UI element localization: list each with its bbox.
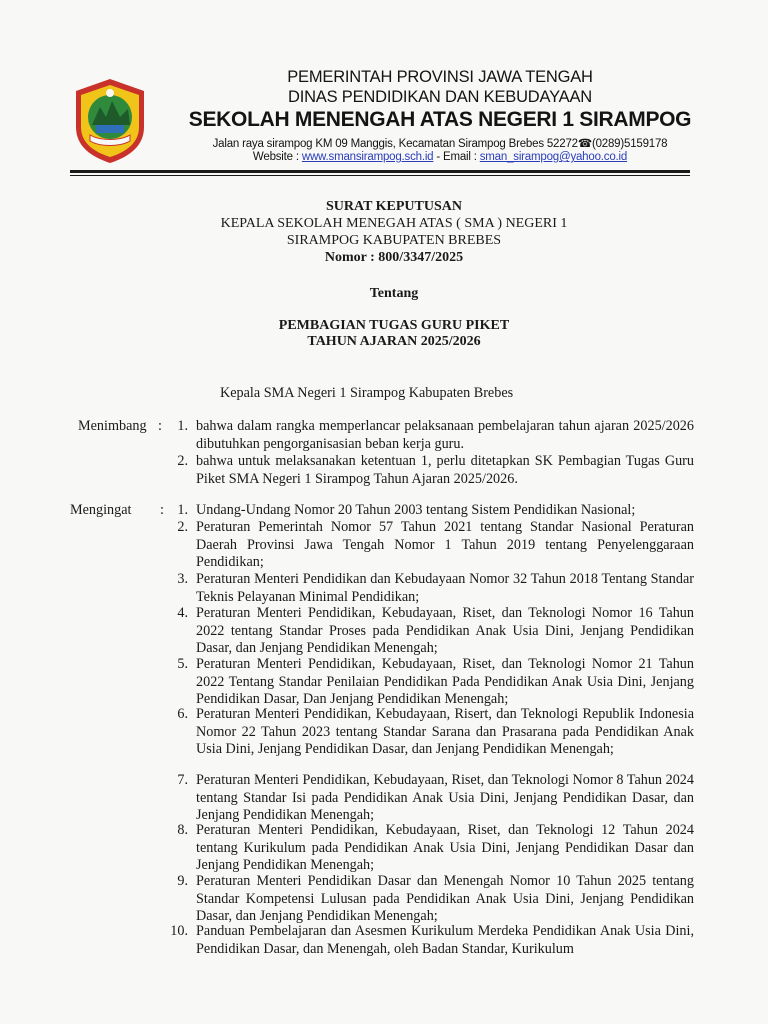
recalling-item: Peraturan Pemerintah Nomor 57 Tahun 2021 tentang Standar Nasional Peraturan Daerah Provinsi Jawa Tengah Nomor 1 Tahun 2019 tentang Penyelenggaraan Pendidikan; [196,519,694,571]
decree-number: Nomor : 800/3347/2025 [324,250,464,265]
letterhead-divider-thick [70,170,690,173]
decree-about: Tentang [369,286,419,301]
recalling-item-number: 5. [177,656,188,672]
considering-item-number: 1. [177,418,188,434]
considering-item: bahwa dalam rangka memperlancar pelaksanaan pembelajaran tahun ajaran 2025/2026 dibutuhkan pengorganisasian beban kerja guru. [196,418,694,452]
letterhead-divider-thin [70,175,690,176]
decree-issuer-line2: SIRAMPOG KABUPATEN BREBES [286,233,502,248]
recalling-label: Mengingat [70,502,132,518]
recalling-item-number: 7. [177,772,188,788]
recalling-item: Peraturan Menteri Pendidikan, Kebudayaan, Riset, dan Teknologi 12 Tahun 2024 tentang Kurikulum pada Pendidikan Anak Usia Dini, Jenjang Pendidikan Dasar dan Jenjang Pendidikan Menengah; [196,822,694,874]
considering-item-number: 2. [177,453,188,469]
recalling-item: Peraturan Menteri Pendidikan Dasar dan Menengah Nomor 10 Tahun 2025 tentang Standar Kompetensi Lulusan pada Pendidikan Anak Usia Dini, Jenjang Pendidikan Dasar, dan Jenjang Pendidikan Menengah; [196,873,694,925]
decree-issuer-line1: KEPALA SEKOLAH MENEGAH ATAS ( SMA ) NEGERI 1 [220,216,568,231]
recalling-item: Peraturan Menteri Pendidikan, Kebudayaan, Riset, dan Teknologi Nomor 21 Tahun 2022 Tentang Standar Penilaian Pendidikan Pada Pendidikan Anak Usia Dini, Jenjang Pendidikan Dasar, Dan Jenjang Pendidikan Menengah; [196,656,694,708]
jawa-tengah-emblem-logo [70,77,150,165]
considering-item: bahwa untuk melaksanakan ketentuan 1, perlu ditetapkan SK Pembagian Tugas Guru Piket SMA Negeri 1 Sirampog Tahun Ajaran 2025/2026. [196,453,694,487]
recalling-item: Peraturan Menteri Pendidikan, Kebudayaan, Risert, dan Teknologi Republik Indonesia Nomor 22 Tahun 2023 tentang Standar Sarana dan Prasarana pada Pendidikan Anak Usia Dini, Jenjang Pendidikan Dasar, dan Jenjang Pendidikan Menengah; [196,706,694,758]
letterhead-address: Jalan raya sirampog KM 09 Manggis, Kecamatan Sirampog Brebes 52272☎(0289)5159178 [212,138,668,150]
recalling-item: Peraturan Menteri Pendidikan dan Kebudayaan Nomor 32 Tahun 2018 Tentang Standar Teknis Pelayanan Minimal Pendidikan; [196,571,694,605]
recalling-item-number: 2. [177,519,188,535]
considering-colon: : [158,418,162,434]
recalling-item: Peraturan Menteri Pendidikan, Kebudayaan, Riset, dan Teknologi Nomor 8 Tahun 2024 tentang Standar Isi pada Pendidikan Anak Usia Dini, Jenjang Pendidikan Dasar, dan Jenjang Pendidikan Menengah; [196,772,694,824]
recalling-item-number: 6. [177,706,188,722]
recalling-item-number: 3. [177,571,188,587]
letterhead-department: DINAS PENDIDIKAN DAN KEBUDAYAAN [287,88,592,106]
considering-label: Menimbang [78,418,147,434]
recalling-item: Peraturan Menteri Pendidikan, Kebudayaan, Riset, dan Teknologi Nomor 16 Tahun 2022 tentang Standar Proses pada Pendidikan Anak Usia Dini, Jenjang Pendidikan Dasar, dan Jenjang Pendidikan Menengah; [196,605,694,657]
recalling-item: Panduan Pembelajaran dan Asesmen Kurikulum Merdeka Pendidikan Anak Usia Dini, Pendidikan Dasar, dan Menengah, oleh Badan Standar, Kurikulum [196,923,694,957]
website-label: Website : [252,151,302,163]
recalling-item-number: 8. [177,822,188,838]
website-link[interactable]: www.smansirampog.sch.id [301,151,434,163]
recalling-item-number: 9. [177,873,188,889]
recalling-item-number: 4. [177,605,188,621]
recalling-item-number: 1. [177,502,188,518]
recalling-item-number: 10. [170,923,188,939]
letterhead-government: PEMERINTAH PROVINSI JAWA TENGAH [287,68,593,86]
email-link[interactable]: sman_sirampog@yahoo.co.id [479,151,628,163]
decree-title: SURAT KEPUTUSAN [325,199,462,214]
recalling-colon: : [160,502,164,518]
decree-authority: Kepala SMA Negeri 1 Sirampog Kabupaten Brebes [220,385,514,401]
letterhead-contact [180,151,700,163]
decree-subject-line1: PEMBAGIAN TUGAS GURU PIKET [278,318,510,333]
decree-subject-line2: TAHUN AJARAN 2025/2026 [307,334,481,349]
recalling-item: Undang-Undang Nomor 20 Tahun 2003 tentang Sistem Pendidikan Nasional; [196,502,636,518]
email-label: - Email : [433,151,480,163]
letterhead-school-name: SEKOLAH MENENGAH ATAS NEGERI 1 SIRAMPOG [188,108,692,131]
